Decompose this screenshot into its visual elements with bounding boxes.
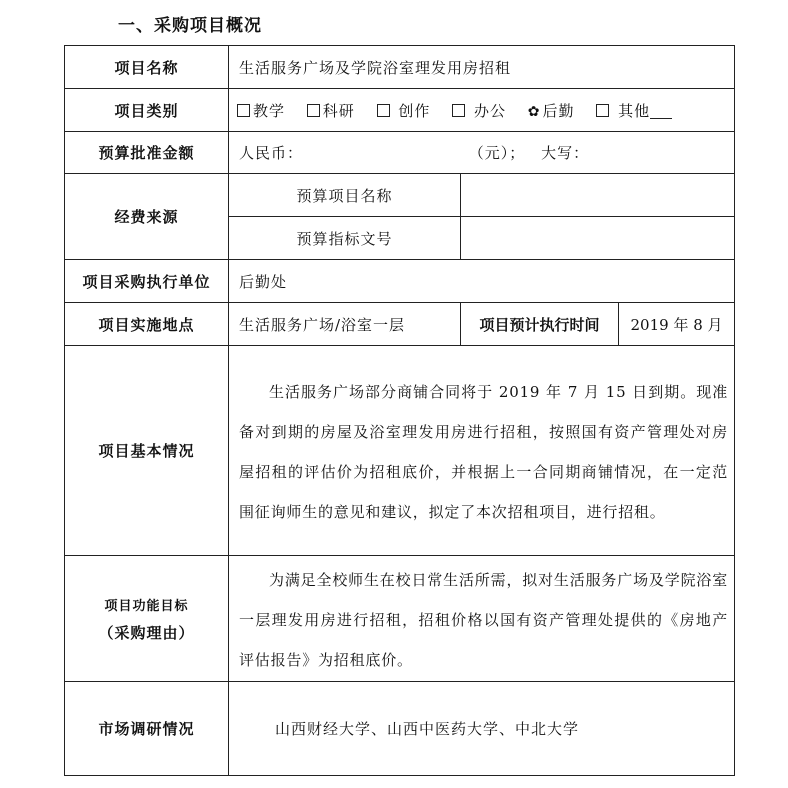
category-option-creation[interactable] (377, 100, 431, 121)
category-label: 教学 (253, 101, 286, 120)
category-label: 科研 (322, 101, 355, 120)
market-research-label: 市场调研情况 (65, 682, 229, 776)
project-category-options (229, 89, 735, 132)
objective-label-line2: （采购理由） (98, 623, 195, 642)
section-title: 一、采购项目概况 (118, 16, 262, 36)
category-label: 后勤 (542, 101, 575, 120)
row-funding-source-1 (65, 174, 735, 217)
category-label: 创作 (398, 101, 431, 120)
row-project-category (65, 89, 735, 132)
objective-label-line1: 项目功能目标 (104, 598, 189, 614)
funding-source-label: 经费来源 (65, 174, 229, 260)
basic-info-label: 项目基本情况 (65, 346, 229, 556)
budget-uppercase: 大写： (541, 144, 590, 162)
location-label: 项目实施地点 (65, 303, 229, 346)
category-option-research[interactable] (307, 100, 355, 121)
category-label: 办公 (473, 101, 506, 120)
row-project-name (65, 46, 735, 89)
row-objective (65, 556, 735, 682)
checkbox-icon (307, 104, 320, 117)
category-option-teaching[interactable] (237, 100, 285, 121)
executing-unit-label: 项目采购执行单位 (65, 260, 229, 303)
budget-item-name-label: 预算项目名称 (229, 174, 461, 217)
executing-unit-value: 后勤处 (229, 260, 735, 303)
other-blank-line (650, 104, 672, 119)
row-budget-amount (65, 132, 735, 174)
project-category-label: 项目类别 (65, 89, 229, 132)
budget-amount-value (229, 132, 735, 174)
row-location (65, 303, 735, 346)
project-name-label: 项目名称 (65, 46, 229, 89)
budget-index-no-label: 预算指标文号 (229, 217, 461, 260)
budget-item-name-value (461, 174, 735, 217)
execution-time-label: 项目预计执行时间 (461, 303, 619, 346)
procurement-overview-table (64, 45, 735, 776)
objective-text: 为满足全校师生在校日常生活所需，拟对生活服务广场及学院浴室一层理发用房进行招租，招租价格以国有资产管理处提供的《房地产评估报告》为招租底价。 (229, 556, 735, 682)
objective-label (65, 556, 229, 682)
basic-info-text: 生活服务广场部分商铺合同将于 2019 年 7 月 15 日到期。现准备对到期的房屋及浴室理发用房进行招租，按照国有资产管理处对房屋招租的评估价为招租底价，并根据上一合同期商铺情况，在一定范围征询师生的意见和建议，拟定了本次招租项目，进行招租。 (229, 346, 735, 556)
budget-index-no-value (461, 217, 735, 260)
row-basic-info (65, 346, 735, 556)
execution-time-value: 2019 年 8 月 (619, 303, 735, 346)
checkbox-icon (596, 104, 609, 117)
category-option-other[interactable] (596, 100, 672, 121)
location-value: 生活服务广场/浴室一层 (229, 303, 461, 346)
checkbox-icon (452, 104, 465, 117)
checked-gear-icon: ✿ (527, 103, 541, 120)
budget-unit: （元）； (468, 144, 526, 162)
row-executing-unit (65, 260, 735, 303)
checkbox-icon (237, 104, 250, 117)
market-research-value: 山西财经大学、山西中医药大学、中北大学 (229, 682, 735, 776)
checkbox-icon (377, 104, 390, 117)
row-market-research (65, 682, 735, 776)
budget-amount-label: 预算批准金额 (65, 132, 229, 174)
budget-currency: 人民币： (239, 144, 304, 162)
category-label: 其他 (618, 101, 651, 120)
project-name-value: 生活服务广场及学院浴室理发用房招租 (229, 46, 735, 89)
category-option-office[interactable] (452, 100, 506, 121)
category-option-logistics[interactable] (528, 100, 575, 121)
